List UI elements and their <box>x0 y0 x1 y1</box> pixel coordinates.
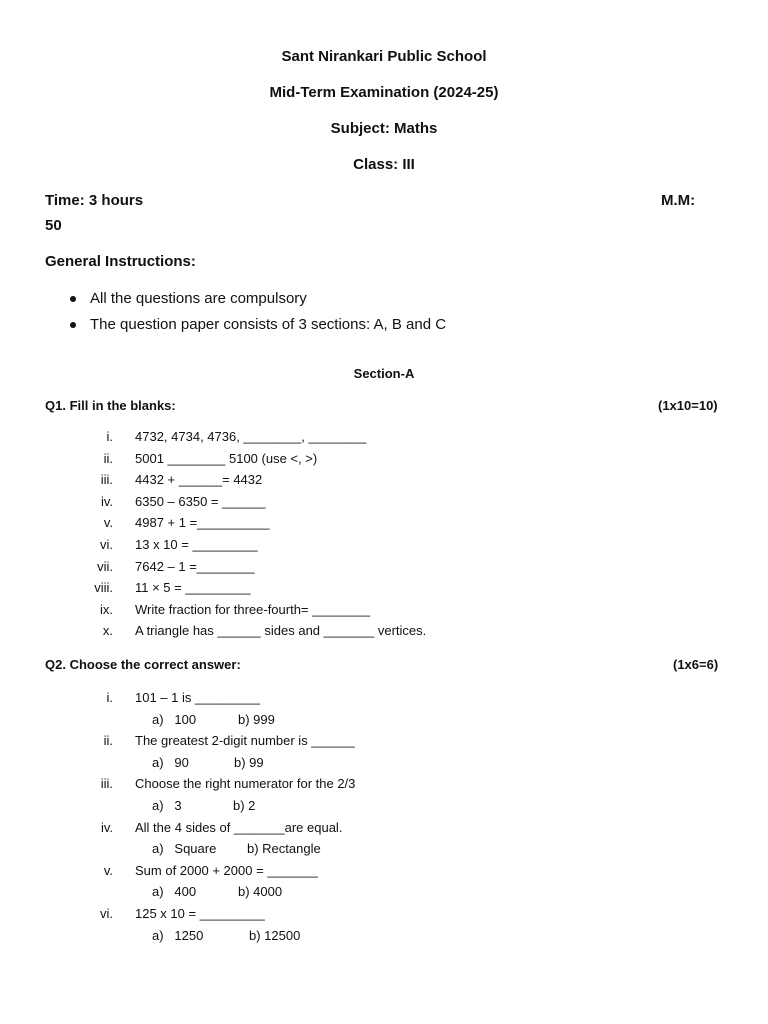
option-a: a) 3 <box>152 797 182 813</box>
item-number: vii. <box>97 558 113 574</box>
option-b: b) Rectangle <box>247 841 321 857</box>
list-item <box>0 732 768 754</box>
q1-label: Q1. Fill in the blanks: <box>45 398 176 413</box>
item-text: 6350 – 6350 = ______ <box>135 493 266 509</box>
item-text: A triangle has ______ sides and _______ vertices. <box>135 623 427 639</box>
list-item <box>0 819 768 841</box>
list-item <box>0 905 768 927</box>
option-a: a) 90 <box>152 754 189 770</box>
max-marks-label: M.M: <box>661 192 696 209</box>
list-item <box>0 579 768 601</box>
item-number: ix. <box>100 601 113 617</box>
item-number: i. <box>106 429 113 444</box>
instructions-list <box>68 288 446 340</box>
option-a: a) 100 <box>152 711 197 727</box>
class-line: Class: III <box>353 156 415 173</box>
list-item <box>0 862 768 884</box>
exam-title: Mid-Term Examination (2024-25) <box>269 84 499 101</box>
q1-marks: (1x10=10) <box>658 398 718 413</box>
list-item <box>0 471 768 493</box>
time-label: Time: 3 hours <box>45 192 144 209</box>
item-text: 4732, 4734, 4736, ________, ________ <box>135 429 367 444</box>
list-item <box>0 558 768 580</box>
item-text: 5001 ________ 5100 (use <, >) <box>135 450 318 466</box>
options-row <box>0 754 768 776</box>
max-marks-value: 50 <box>45 217 62 234</box>
list-item <box>0 622 768 644</box>
item-number: i. <box>106 690 113 705</box>
item-number: ii. <box>103 733 113 749</box>
item-number: iv. <box>100 819 113 835</box>
q1-list <box>0 428 768 644</box>
list-item <box>0 689 768 711</box>
q2-label: Q2. Choose the correct answer: <box>45 657 241 672</box>
item-text: Write fraction for three-fourth= ________ <box>135 601 370 617</box>
item-number: iv. <box>100 493 113 509</box>
item-number: vi. <box>100 536 113 552</box>
item-number: ii. <box>103 450 113 466</box>
item-number: x. <box>102 623 113 639</box>
option-b: b) 2 <box>233 797 256 813</box>
item-text: The greatest 2-digit number is ______ <box>135 733 355 749</box>
item-text: 11 × 5 = _________ <box>135 580 251 596</box>
options-row <box>0 883 768 905</box>
item-text: 125 x 10 = _________ <box>135 905 265 921</box>
item-text: 7642 – 1 =________ <box>135 558 255 574</box>
option-b: b) 99 <box>234 754 264 770</box>
option-b: b) 4000 <box>238 884 283 900</box>
options-row <box>0 797 768 819</box>
instructions-heading: General Instructions: <box>45 253 196 270</box>
options-row <box>0 711 768 733</box>
option-b: b) 999 <box>238 711 275 727</box>
instruction-item: All the questions are compulsory <box>68 288 446 314</box>
list-item <box>0 428 768 450</box>
item-number: iii. <box>100 776 113 792</box>
item-text: 4987 + 1 =__________ <box>135 515 270 531</box>
item-number: viii. <box>94 580 113 596</box>
list-item <box>0 450 768 472</box>
subject-line: Subject: Maths <box>330 120 438 137</box>
item-number: vi. <box>100 905 113 921</box>
school-name: Sant Nirankari Public School <box>281 48 487 65</box>
options-row <box>0 840 768 862</box>
item-text: Sum of 2000 + 2000 = _______ <box>135 862 318 878</box>
q2-marks: (1x6=6) <box>673 657 719 672</box>
option-a: a) Square <box>152 841 217 857</box>
option-b: b) 12500 <box>249 927 301 943</box>
options-row <box>0 927 768 949</box>
q2-list <box>0 689 768 948</box>
item-text: 13 x 10 = _________ <box>135 536 258 552</box>
item-text: 4432 + ______= 4432 <box>135 472 263 488</box>
list-item <box>0 493 768 515</box>
item-text: 101 – 1 is _________ <box>135 690 261 705</box>
item-number: v. <box>103 515 113 531</box>
item-number: v. <box>103 862 113 878</box>
option-a: a) 1250 <box>152 927 204 943</box>
list-item <box>0 775 768 797</box>
item-text: All the 4 sides of _______are equal. <box>135 819 343 835</box>
item-number: iii. <box>100 472 113 488</box>
list-item <box>0 536 768 558</box>
instruction-item: The question paper consists of 3 sections: A, B and C <box>68 314 446 340</box>
section-title: Section-A <box>353 366 415 381</box>
list-item <box>0 601 768 623</box>
option-a: a) 400 <box>152 884 197 900</box>
list-item <box>0 514 768 536</box>
item-text: Choose the right numerator for the 2/3 <box>135 776 356 792</box>
